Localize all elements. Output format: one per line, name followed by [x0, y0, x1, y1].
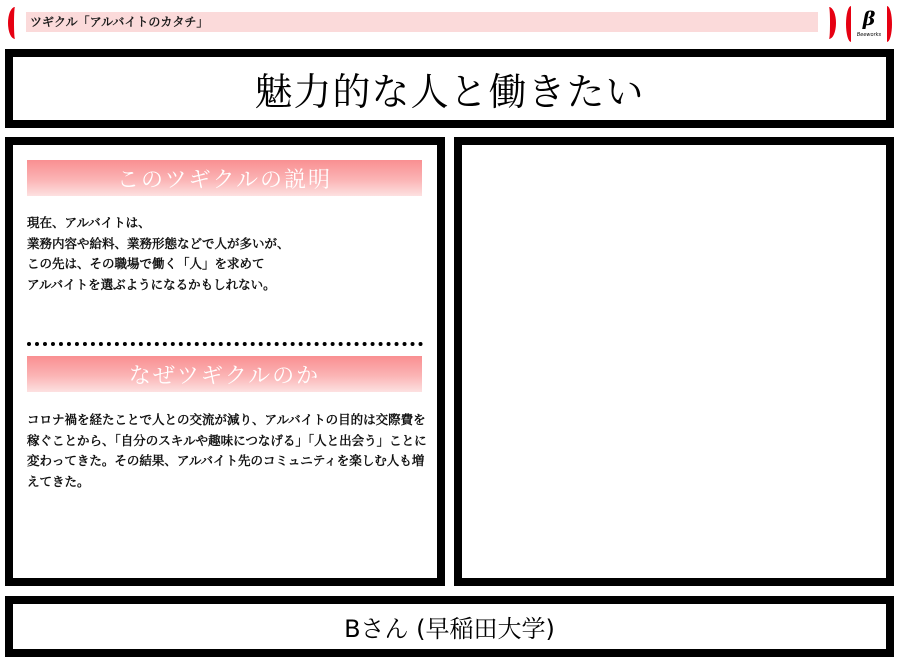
- logo-right-bracket: [882, 6, 892, 42]
- header-title: ツギクル「アルバイトのカタチ」: [30, 15, 209, 29]
- dotted-divider: [27, 342, 423, 346]
- top-bar: [0, 0, 900, 46]
- logo-text: Beeworks: [856, 32, 882, 38]
- author-frame: [5, 596, 894, 657]
- image-panel: [454, 137, 894, 586]
- title-frame: [5, 49, 894, 128]
- page-title: 魅力的な人と働きたい: [254, 70, 645, 114]
- right-bracket-decoration: [822, 7, 836, 39]
- section-heading-why: なぜツギクルのか: [27, 356, 422, 392]
- description-text: 現在、アルバイトは、 業務内容や給料、業務形態などで人が多いが、 この先は、その職場で働く「人」を求めて アルバイトを選ぶようになるかもしれない。: [27, 215, 290, 292]
- author-name: Bさん (早稲田大学): [344, 615, 555, 643]
- why-text: コロナ禍を経たことで人との交流が減り、アルバイトの目的は交際費を稼ぐことから、「自分のスキルや趣味につなげる」「人と出会う」ことに変わってきた。その結果、アルバイト先のコミュニティを楽しむ人も増えてきた。: [27, 412, 427, 489]
- left-bracket-decoration: [8, 7, 22, 39]
- beta-logo: [846, 6, 892, 42]
- description-panel: [5, 137, 445, 586]
- section-heading-description: このツギクルの説明: [27, 160, 422, 196]
- logo-symbol: β: [862, 8, 876, 30]
